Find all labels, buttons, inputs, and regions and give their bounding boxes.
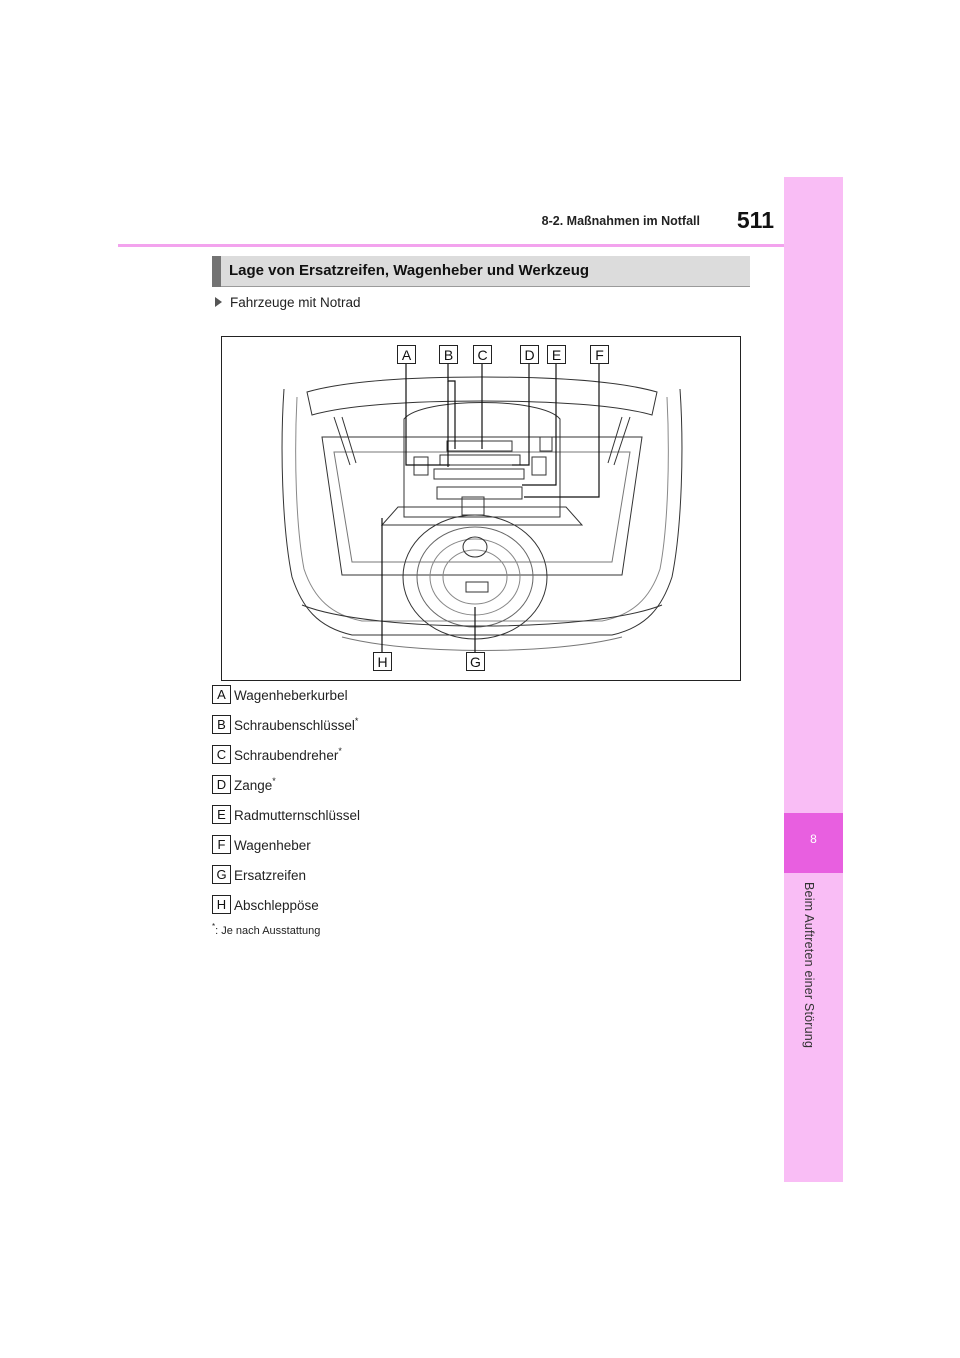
legend-key: G [212, 865, 231, 884]
footnote [212, 922, 320, 937]
legend-label: Wagenheber [234, 838, 311, 853]
legend-key: A [212, 685, 231, 704]
footnote-symbol: * [212, 922, 216, 931]
chapter-title: Beim Auftreten einer Störung [802, 882, 816, 1049]
callout-h: H [373, 652, 392, 671]
page-number: 511 [736, 207, 774, 233]
callout-g: G [466, 652, 485, 671]
callout-c: C [473, 345, 492, 364]
trunk-illustration [221, 336, 741, 681]
heading-accent-bar [212, 256, 221, 287]
legend-label: Ersatzreifen [234, 868, 307, 883]
legend-key: F [212, 835, 231, 854]
legend-label: Abschleppöse [234, 898, 319, 913]
legend-label: Wagenheberkurbel [234, 688, 348, 703]
footnote-mark: * [338, 746, 342, 756]
footnote-mark: * [272, 776, 276, 786]
legend-key: H [212, 895, 231, 914]
header-rule [118, 244, 784, 247]
legend-key: C [212, 745, 231, 764]
legend-label: Schraubenschlüssel [234, 718, 355, 733]
callout-f: F [590, 345, 609, 364]
subheading: Fahrzeuge mit Notrad [230, 295, 361, 310]
legend-key: B [212, 715, 231, 734]
legend-label: Zange [234, 778, 273, 793]
callout-e: E [547, 345, 566, 364]
callout-a: A [397, 345, 416, 364]
trunk-drawing [222, 337, 742, 682]
legend-label: Radmutternschlüssel [234, 808, 361, 823]
section-heading: Lage von Ersatzreifen, Wagenheber und Werkzeug [229, 262, 590, 279]
triangle-arrow-icon [215, 297, 222, 307]
section-title: 8-2. Maßnahmen im Notfall [541, 214, 700, 228]
footnote-text: : Je nach Ausstattung [215, 925, 321, 937]
chapter-number: 8 [810, 832, 817, 846]
legend-key: E [212, 805, 231, 824]
callout-b: B [439, 345, 458, 364]
footnote-mark: * [354, 716, 359, 726]
legend-label: Schraubendreher [234, 748, 339, 763]
legend-key: D [212, 775, 231, 794]
callout-d: D [520, 345, 539, 364]
